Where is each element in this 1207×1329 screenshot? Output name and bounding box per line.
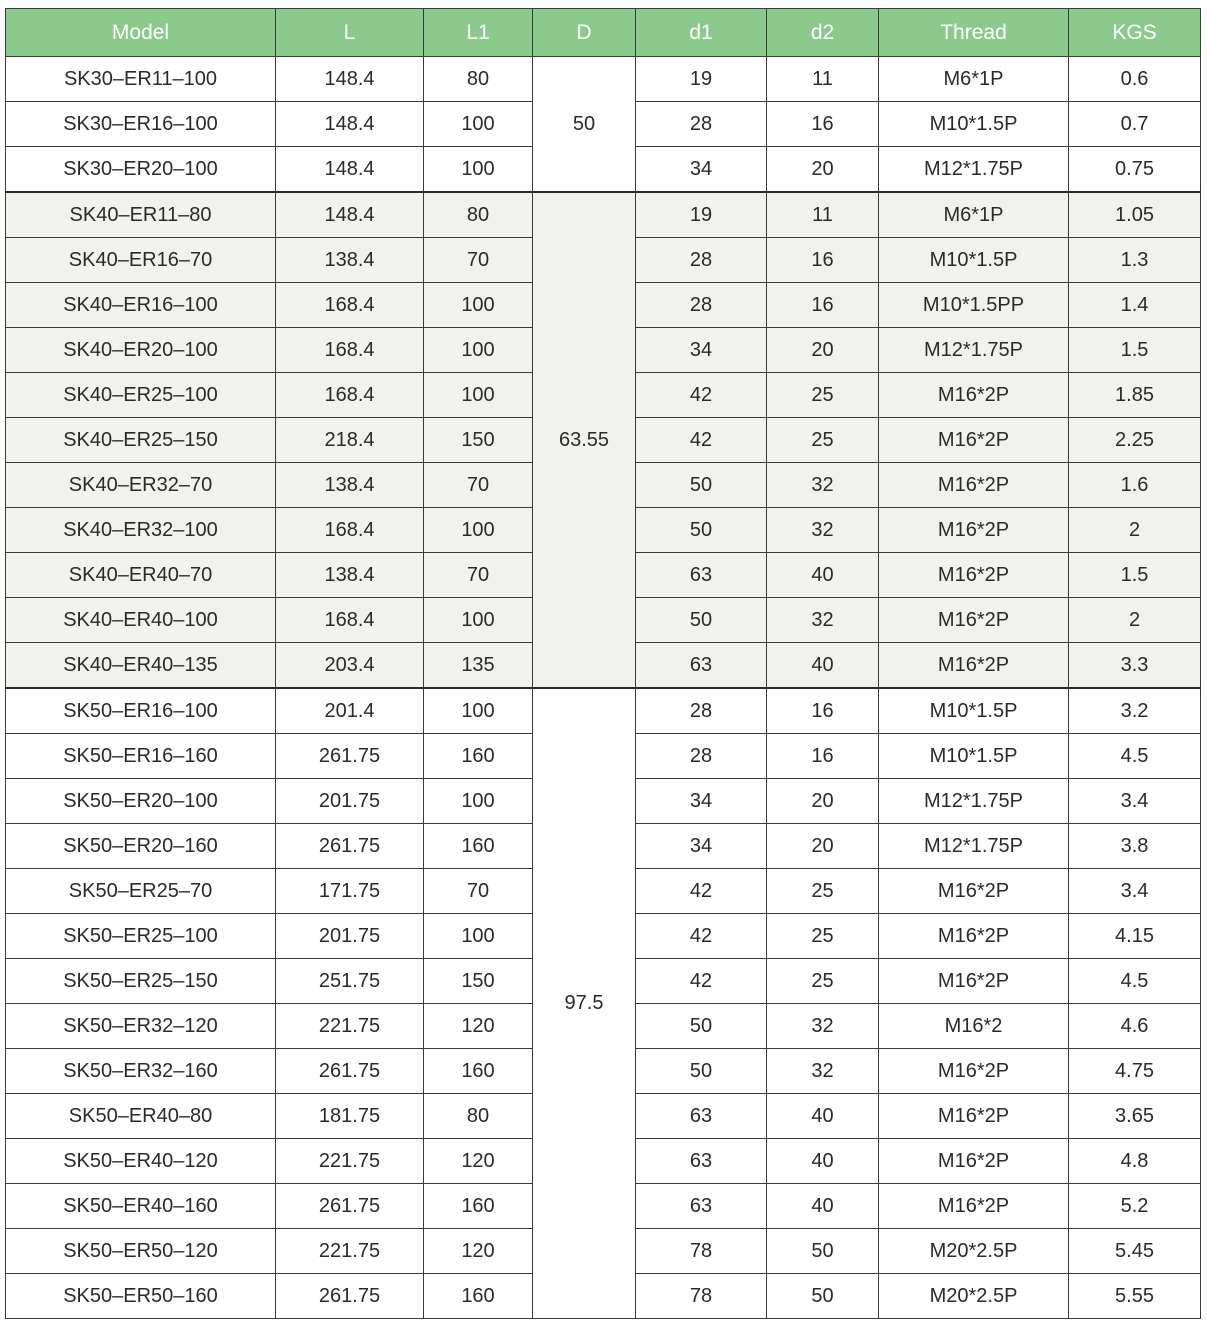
d-merged-cell: 50 [533, 57, 636, 193]
d2-cell: 50 [767, 1229, 879, 1274]
kgs-cell: 3.3 [1069, 643, 1201, 689]
thread-cell: M16*2P [879, 1184, 1069, 1229]
d1-cell: 50 [636, 1049, 767, 1094]
l1-cell: 120 [424, 1004, 533, 1049]
d2-cell: 32 [767, 1049, 879, 1094]
thread-cell: M6*1P [879, 57, 1069, 102]
kgs-cell: 1.4 [1069, 283, 1201, 328]
d2-cell: 16 [767, 102, 879, 147]
l1-cell: 160 [424, 824, 533, 869]
d1-cell: 34 [636, 147, 767, 193]
l1-cell: 150 [424, 959, 533, 1004]
thread-cell: M16*2P [879, 959, 1069, 1004]
header-l: L [276, 9, 424, 57]
d1-cell: 78 [636, 1274, 767, 1319]
d2-cell: 40 [767, 1184, 879, 1229]
d1-cell: 28 [636, 688, 767, 734]
model-cell: SK40–ER32–100 [6, 508, 276, 553]
d1-cell: 19 [636, 57, 767, 102]
kgs-cell: 4.6 [1069, 1004, 1201, 1049]
l1-cell: 160 [424, 1184, 533, 1229]
d2-cell: 32 [767, 598, 879, 643]
model-cell: SK30–ER16–100 [6, 102, 276, 147]
model-cell: SK50–ER25–150 [6, 959, 276, 1004]
d1-cell: 63 [636, 643, 767, 689]
model-cell: SK50–ER40–120 [6, 1139, 276, 1184]
thread-cell: M10*1.5P [879, 688, 1069, 734]
thread-cell: M16*2 [879, 1004, 1069, 1049]
l-cell: 168.4 [276, 598, 424, 643]
model-cell: SK50–ER16–100 [6, 688, 276, 734]
header-d2: d2 [767, 9, 879, 57]
model-cell: SK50–ER40–160 [6, 1184, 276, 1229]
d2-cell: 20 [767, 824, 879, 869]
model-cell: SK50–ER32–120 [6, 1004, 276, 1049]
thread-cell: M16*2P [879, 508, 1069, 553]
l1-cell: 100 [424, 283, 533, 328]
d2-cell: 32 [767, 508, 879, 553]
d1-cell: 34 [636, 328, 767, 373]
thread-cell: M12*1.75P [879, 147, 1069, 193]
d2-cell: 32 [767, 1004, 879, 1049]
thread-cell: M16*2P [879, 373, 1069, 418]
thread-cell: M10*1.5P [879, 102, 1069, 147]
l1-cell: 150 [424, 418, 533, 463]
l-cell: 261.75 [276, 824, 424, 869]
kgs-cell: 5.2 [1069, 1184, 1201, 1229]
spec-table-body [6, 57, 1201, 1319]
kgs-cell: 2.25 [1069, 418, 1201, 463]
header-kgs: KGS [1069, 9, 1201, 57]
d2-cell: 25 [767, 418, 879, 463]
model-cell: SK50–ER50–160 [6, 1274, 276, 1319]
kgs-cell: 1.6 [1069, 463, 1201, 508]
l-cell: 171.75 [276, 869, 424, 914]
d2-cell: 16 [767, 688, 879, 734]
kgs-cell: 1.3 [1069, 238, 1201, 283]
header-thread: Thread [879, 9, 1069, 57]
d1-cell: 50 [636, 598, 767, 643]
l-cell: 168.4 [276, 373, 424, 418]
l1-cell: 70 [424, 869, 533, 914]
kgs-cell: 3.4 [1069, 869, 1201, 914]
l-cell: 138.4 [276, 238, 424, 283]
l1-cell: 135 [424, 643, 533, 689]
model-cell: SK40–ER40–135 [6, 643, 276, 689]
kgs-cell: 4.75 [1069, 1049, 1201, 1094]
model-cell: SK40–ER20–100 [6, 328, 276, 373]
d2-cell: 20 [767, 328, 879, 373]
model-cell: SK40–ER25–150 [6, 418, 276, 463]
kgs-cell: 1.5 [1069, 553, 1201, 598]
spec-table [5, 8, 1201, 1319]
header-d1: d1 [636, 9, 767, 57]
l1-cell: 100 [424, 373, 533, 418]
d2-cell: 20 [767, 779, 879, 824]
l-cell: 168.4 [276, 328, 424, 373]
thread-cell: M12*1.75P [879, 824, 1069, 869]
d1-cell: 34 [636, 824, 767, 869]
d1-cell: 28 [636, 102, 767, 147]
d-merged-cell: 63.55 [533, 192, 636, 688]
d2-cell: 11 [767, 192, 879, 238]
header-l1: L1 [424, 9, 533, 57]
d1-cell: 63 [636, 553, 767, 598]
d1-cell: 63 [636, 1184, 767, 1229]
model-cell: SK50–ER32–160 [6, 1049, 276, 1094]
table-row [6, 192, 1201, 238]
d1-cell: 50 [636, 508, 767, 553]
kgs-cell: 4.15 [1069, 914, 1201, 959]
kgs-cell: 1.85 [1069, 373, 1201, 418]
l-cell: 138.4 [276, 463, 424, 508]
l-cell: 148.4 [276, 147, 424, 193]
kgs-cell: 3.65 [1069, 1094, 1201, 1139]
l-cell: 201.75 [276, 779, 424, 824]
thread-cell: M16*2P [879, 1139, 1069, 1184]
l-cell: 261.75 [276, 734, 424, 779]
model-cell: SK50–ER25–70 [6, 869, 276, 914]
model-cell: SK50–ER25–100 [6, 914, 276, 959]
thread-cell: M10*1.5P [879, 734, 1069, 779]
l-cell: 221.75 [276, 1004, 424, 1049]
l-cell: 261.75 [276, 1184, 424, 1229]
d2-cell: 25 [767, 869, 879, 914]
d1-cell: 78 [636, 1229, 767, 1274]
l1-cell: 120 [424, 1229, 533, 1274]
l1-cell: 80 [424, 57, 533, 102]
kgs-cell: 4.5 [1069, 959, 1201, 1004]
l1-cell: 100 [424, 508, 533, 553]
kgs-cell: 3.8 [1069, 824, 1201, 869]
d1-cell: 63 [636, 1139, 767, 1184]
d2-cell: 32 [767, 463, 879, 508]
d2-cell: 50 [767, 1274, 879, 1319]
model-cell: SK40–ER32–70 [6, 463, 276, 508]
kgs-cell: 1.05 [1069, 192, 1201, 238]
l1-cell: 70 [424, 238, 533, 283]
l1-cell: 100 [424, 102, 533, 147]
d1-cell: 28 [636, 283, 767, 328]
kgs-cell: 0.6 [1069, 57, 1201, 102]
model-cell: SK50–ER40–80 [6, 1094, 276, 1139]
l-cell: 148.4 [276, 102, 424, 147]
l-cell: 201.75 [276, 914, 424, 959]
l1-cell: 160 [424, 1049, 533, 1094]
l1-cell: 80 [424, 1094, 533, 1139]
l-cell: 251.75 [276, 959, 424, 1004]
d1-cell: 28 [636, 734, 767, 779]
model-cell: SK40–ER40–70 [6, 553, 276, 598]
kgs-cell: 5.45 [1069, 1229, 1201, 1274]
l-cell: 148.4 [276, 192, 424, 238]
l1-cell: 100 [424, 688, 533, 734]
d1-cell: 34 [636, 779, 767, 824]
thread-cell: M16*2P [879, 463, 1069, 508]
l-cell: 221.75 [276, 1139, 424, 1184]
l1-cell: 100 [424, 779, 533, 824]
d1-cell: 42 [636, 914, 767, 959]
model-cell: SK40–ER25–100 [6, 373, 276, 418]
l1-cell: 100 [424, 147, 533, 193]
thread-cell: M20*2.5P [879, 1274, 1069, 1319]
d2-cell: 25 [767, 914, 879, 959]
model-cell: SK40–ER16–70 [6, 238, 276, 283]
header-row [6, 9, 1201, 57]
thread-cell: M16*2P [879, 869, 1069, 914]
kgs-cell: 2 [1069, 508, 1201, 553]
l1-cell: 120 [424, 1139, 533, 1184]
kgs-cell: 2 [1069, 598, 1201, 643]
l-cell: 138.4 [276, 553, 424, 598]
kgs-cell: 4.8 [1069, 1139, 1201, 1184]
l1-cell: 160 [424, 734, 533, 779]
header-model: Model [6, 9, 276, 57]
l1-cell: 70 [424, 553, 533, 598]
thread-cell: M16*2P [879, 598, 1069, 643]
l-cell: 218.4 [276, 418, 424, 463]
header-d: D [533, 9, 636, 57]
thread-cell: M16*2P [879, 418, 1069, 463]
d1-cell: 28 [636, 238, 767, 283]
kgs-cell: 3.2 [1069, 688, 1201, 734]
kgs-cell: 0.75 [1069, 147, 1201, 193]
l1-cell: 100 [424, 598, 533, 643]
l-cell: 168.4 [276, 283, 424, 328]
l-cell: 201.4 [276, 688, 424, 734]
l-cell: 261.75 [276, 1274, 424, 1319]
kgs-cell: 1.5 [1069, 328, 1201, 373]
d2-cell: 20 [767, 147, 879, 193]
d2-cell: 40 [767, 1094, 879, 1139]
kgs-cell: 0.7 [1069, 102, 1201, 147]
thread-cell: M16*2P [879, 1049, 1069, 1094]
d1-cell: 50 [636, 463, 767, 508]
l1-cell: 100 [424, 914, 533, 959]
l1-cell: 100 [424, 328, 533, 373]
d2-cell: 11 [767, 57, 879, 102]
model-cell: SK40–ER40–100 [6, 598, 276, 643]
l-cell: 221.75 [276, 1229, 424, 1274]
model-cell: SK30–ER11–100 [6, 57, 276, 102]
thread-cell: M16*2P [879, 914, 1069, 959]
l-cell: 148.4 [276, 57, 424, 102]
l1-cell: 80 [424, 192, 533, 238]
d2-cell: 25 [767, 959, 879, 1004]
spec-table-container [5, 8, 1201, 1319]
table-row [6, 57, 1201, 102]
model-cell: SK30–ER20–100 [6, 147, 276, 193]
l1-cell: 70 [424, 463, 533, 508]
d1-cell: 42 [636, 418, 767, 463]
d2-cell: 25 [767, 373, 879, 418]
d2-cell: 16 [767, 734, 879, 779]
d1-cell: 42 [636, 959, 767, 1004]
l-cell: 181.75 [276, 1094, 424, 1139]
d2-cell: 40 [767, 1139, 879, 1184]
l-cell: 261.75 [276, 1049, 424, 1094]
thread-cell: M16*2P [879, 643, 1069, 689]
kgs-cell: 5.55 [1069, 1274, 1201, 1319]
d1-cell: 42 [636, 373, 767, 418]
thread-cell: M16*2P [879, 1094, 1069, 1139]
kgs-cell: 4.5 [1069, 734, 1201, 779]
d-merged-cell: 97.5 [533, 688, 636, 1319]
d2-cell: 40 [767, 643, 879, 689]
thread-cell: M12*1.75P [879, 328, 1069, 373]
model-cell: SK50–ER20–160 [6, 824, 276, 869]
model-cell: SK50–ER50–120 [6, 1229, 276, 1274]
thread-cell: M6*1P [879, 192, 1069, 238]
d2-cell: 16 [767, 238, 879, 283]
table-row [6, 688, 1201, 734]
thread-cell: M20*2.5P [879, 1229, 1069, 1274]
d2-cell: 40 [767, 553, 879, 598]
d2-cell: 16 [767, 283, 879, 328]
l-cell: 203.4 [276, 643, 424, 689]
model-cell: SK50–ER20–100 [6, 779, 276, 824]
thread-cell: M16*2P [879, 553, 1069, 598]
d1-cell: 50 [636, 1004, 767, 1049]
model-cell: SK40–ER11–80 [6, 192, 276, 238]
d1-cell: 19 [636, 192, 767, 238]
model-cell: SK50–ER16–160 [6, 734, 276, 779]
kgs-cell: 3.4 [1069, 779, 1201, 824]
thread-cell: M12*1.75P [879, 779, 1069, 824]
d1-cell: 63 [636, 1094, 767, 1139]
l-cell: 168.4 [276, 508, 424, 553]
thread-cell: M10*1.5PP [879, 283, 1069, 328]
l1-cell: 160 [424, 1274, 533, 1319]
d1-cell: 42 [636, 869, 767, 914]
thread-cell: M10*1.5P [879, 238, 1069, 283]
model-cell: SK40–ER16–100 [6, 283, 276, 328]
